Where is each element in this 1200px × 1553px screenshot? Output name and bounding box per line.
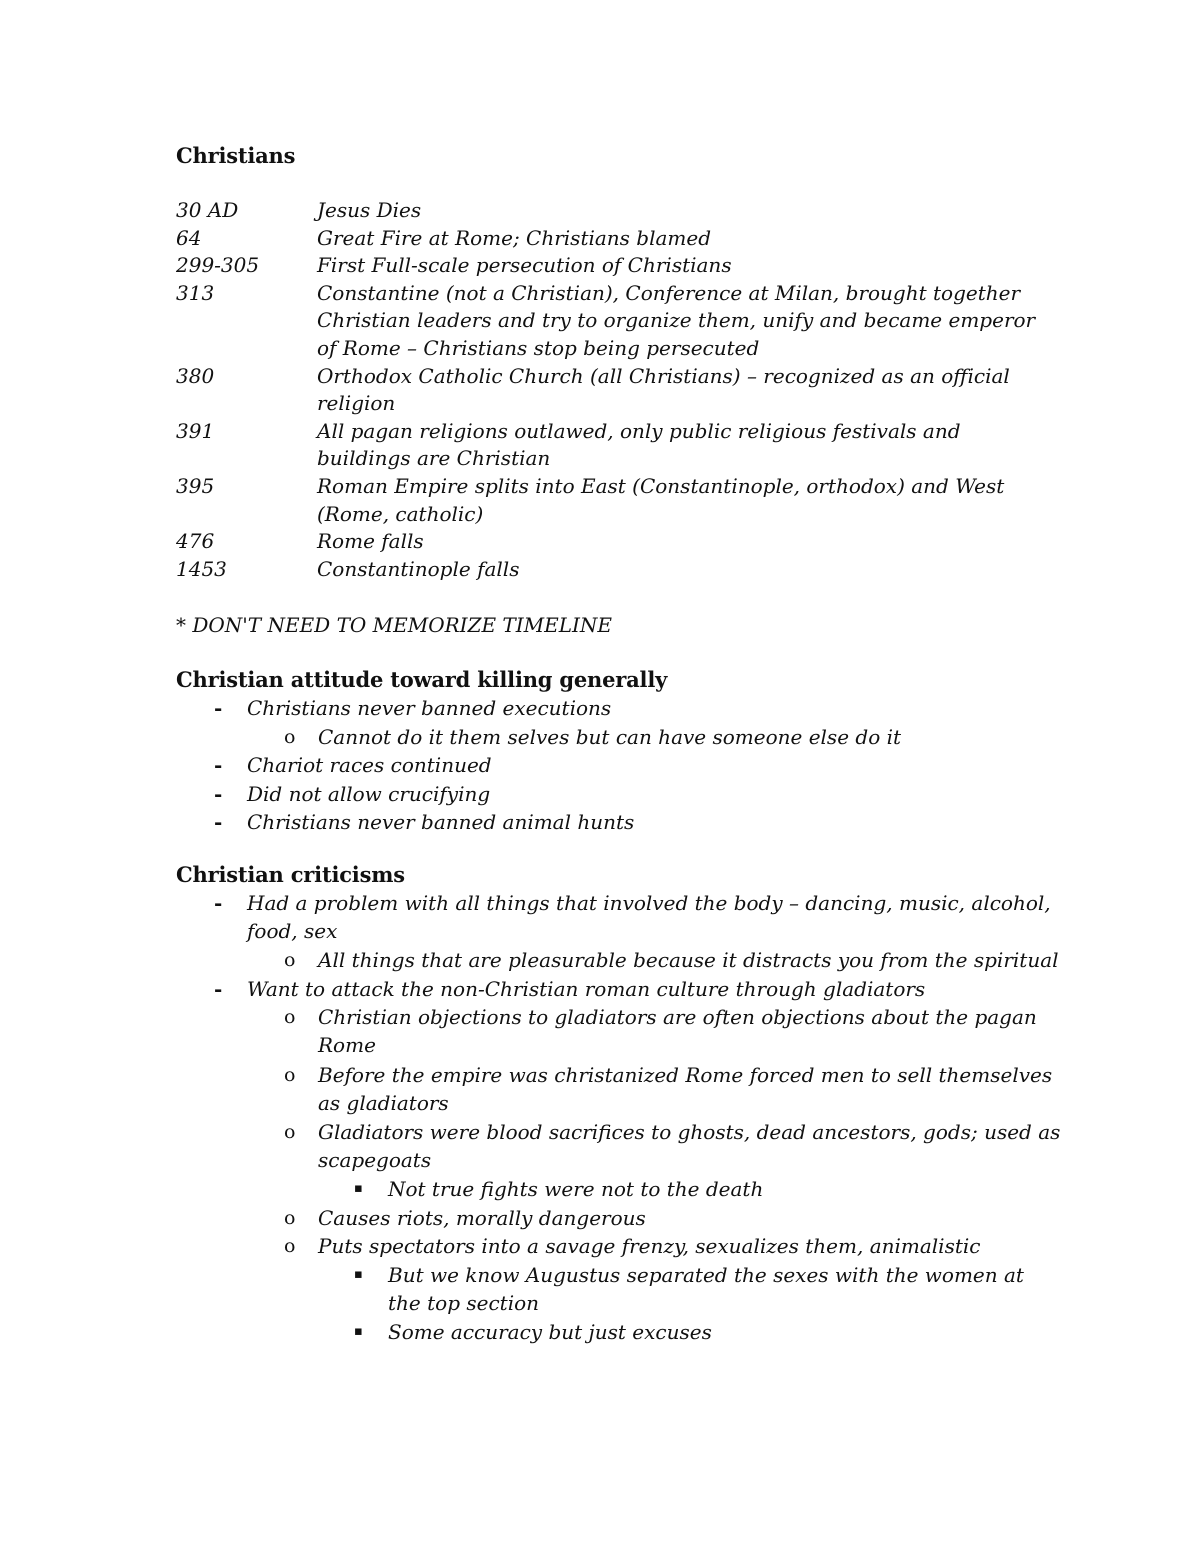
list-item-line: Before the empire was christanized Rome forced men to sell themselves	[318, 1062, 1053, 1087]
timeline-event-line: religion	[317, 391, 396, 416]
timeline-event-line: buildings are Christian	[317, 446, 551, 471]
list-item-line: Puts spectators into a savage frenzy, sexualizes them, animalistic	[318, 1234, 981, 1259]
list-item-line: scapegoats	[318, 1147, 432, 1172]
list-item-line: Christians never banned executions	[247, 696, 612, 720]
timeline-year: 476	[176, 529, 215, 554]
list-item-text	[318, 946, 1059, 974]
circle-bullet-icon: o	[284, 949, 296, 972]
list-item-text	[318, 723, 901, 751]
timeline-note: * DON'T NEED TO MEMORIZE TIMELINE	[176, 613, 613, 637]
timeline-year: 391	[176, 418, 215, 443]
circle-bullet-icon: o	[284, 1063, 296, 1086]
list-item	[214, 780, 491, 808]
list-item-text	[318, 1003, 1037, 1059]
list-item-line: as gladiators	[318, 1090, 449, 1115]
dash-bullet-icon: -	[214, 781, 223, 806]
page-title: Christians	[176, 143, 296, 168]
timeline-event-line: Orthodox Catholic Church (all Christians) – recognized as an official	[317, 363, 1010, 388]
dash-bullet-icon: -	[214, 976, 223, 1001]
list-item	[284, 1003, 1037, 1059]
list-item-line: Chariot races continued	[247, 753, 492, 778]
square-bullet-icon: ▪	[354, 1324, 363, 1339]
timeline-year: 395	[176, 474, 215, 498]
timeline-year: 313	[176, 280, 215, 305]
section-heading-killing: Christian attitude toward killing generally	[176, 667, 668, 692]
square-bullet-icon: ▪	[354, 1181, 363, 1196]
list-item	[214, 751, 492, 779]
list-item-line: All things that are pleasurable because it distracts you from the spiritual	[318, 948, 1059, 973]
timeline-event-line: All pagan religions outlawed, only public religious festivals and	[317, 418, 961, 443]
list-item	[214, 808, 635, 836]
dash-bullet-icon: -	[214, 696, 223, 720]
list-item-text	[388, 1175, 763, 1203]
list-item	[284, 1061, 1053, 1117]
timeline-year: 299-305	[176, 253, 260, 278]
list-item-text	[247, 780, 490, 808]
circle-bullet-icon: o	[284, 1120, 296, 1143]
list-item-line: Not true fights were not to the death	[388, 1177, 764, 1201]
timeline-event	[317, 252, 1017, 280]
section-heading-criticisms: Christian criticisms	[176, 862, 405, 887]
list-item-line: Causes riots, morally dangerous	[318, 1205, 646, 1230]
timeline-event-line: of Rome – Christians stop being persecuted	[317, 335, 760, 360]
list-item-text	[247, 975, 925, 1003]
list-item-line: food, sex	[247, 919, 338, 943]
timeline-event	[317, 363, 1017, 418]
timeline-event	[317, 225, 1017, 253]
timeline-event	[317, 197, 1017, 225]
list-item	[284, 1118, 1061, 1174]
timeline-year: 30 AD	[176, 198, 239, 222]
timeline-event-line: (Rome, catholic)	[317, 501, 484, 526]
list-item	[214, 694, 612, 722]
timeline-event	[317, 473, 1017, 528]
dash-bullet-icon: -	[214, 753, 223, 778]
circle-bullet-icon: o	[284, 725, 296, 748]
list-item-text	[318, 1118, 1060, 1174]
list-item	[284, 946, 1059, 974]
list-item-line: Had a problem with all things that involved the body – dancing, music, alcohol,	[247, 891, 1051, 915]
circle-bullet-icon: o	[284, 1006, 296, 1029]
list-item-text	[247, 808, 634, 836]
timeline-event	[317, 556, 1017, 584]
list-item-text	[318, 1061, 1052, 1117]
list-item	[214, 975, 926, 1003]
list-item-text	[318, 1204, 646, 1232]
dash-bullet-icon: -	[214, 810, 223, 835]
list-item-text	[247, 889, 1051, 945]
list-item	[354, 1175, 764, 1203]
timeline-year: 64	[176, 225, 202, 250]
timeline-event-line: Constantinople falls	[317, 556, 520, 581]
list-item	[284, 723, 902, 751]
timeline-event-line: Constantine (not a Christian), Conference at Milan, brought together	[317, 280, 1021, 305]
list-item	[284, 1204, 646, 1232]
list-item	[354, 1261, 1024, 1317]
circle-bullet-icon: o	[284, 1235, 296, 1258]
list-item-line: Christian objections to gladiators are often objections about the pagan	[318, 1005, 1037, 1030]
timeline-event-line: Roman Empire splits into East (Constantinople, orthodox) and West	[317, 474, 1005, 498]
list-item-line: Cannot do it them selves but can have someone else do it	[318, 724, 902, 749]
timeline-event	[317, 280, 1036, 363]
list-item-line: Want to attack the non-Christian roman culture through gladiators	[247, 976, 926, 1001]
list-item-line: Gladiators were blood sacrifices to ghosts, dead ancestors, gods; used as	[318, 1119, 1061, 1144]
list-item-line: Rome	[318, 1033, 376, 1058]
circle-bullet-icon: o	[284, 1206, 296, 1229]
list-item-line: Did not allow crucifying	[247, 781, 491, 806]
list-item-line: Christians never banned animal hunts	[247, 810, 635, 835]
timeline-year: 380	[176, 363, 215, 388]
list-item-text	[388, 1261, 1024, 1317]
timeline-event	[317, 528, 1017, 556]
list-item	[214, 889, 1051, 945]
list-item-line: But we know Augustus separated the sexes with the women at	[388, 1262, 1024, 1287]
timeline-event-line: Great Fire at Rome; Christians blamed	[317, 225, 712, 250]
list-item-line: the top section	[388, 1290, 540, 1315]
list-item-text	[318, 1232, 980, 1260]
square-bullet-icon: ▪	[354, 1266, 363, 1282]
list-item-text	[247, 694, 611, 722]
timeline-event	[317, 418, 1017, 473]
list-item-text	[388, 1318, 712, 1346]
timeline-event-line: Rome falls	[317, 529, 424, 554]
list-item-text	[247, 751, 492, 779]
timeline-year: 1453	[176, 556, 227, 581]
list-item	[354, 1318, 712, 1346]
dash-bullet-icon: -	[214, 891, 223, 915]
timeline-event-line: Jesus Dies	[317, 198, 422, 222]
timeline-event-line: First Full-scale persecution of Christians	[317, 253, 732, 278]
list-item	[284, 1232, 981, 1260]
list-item-line: Some accuracy but just excuses	[388, 1320, 712, 1344]
timeline-event-line: Christian leaders and try to organize them, unify and became emperor	[317, 308, 1036, 333]
